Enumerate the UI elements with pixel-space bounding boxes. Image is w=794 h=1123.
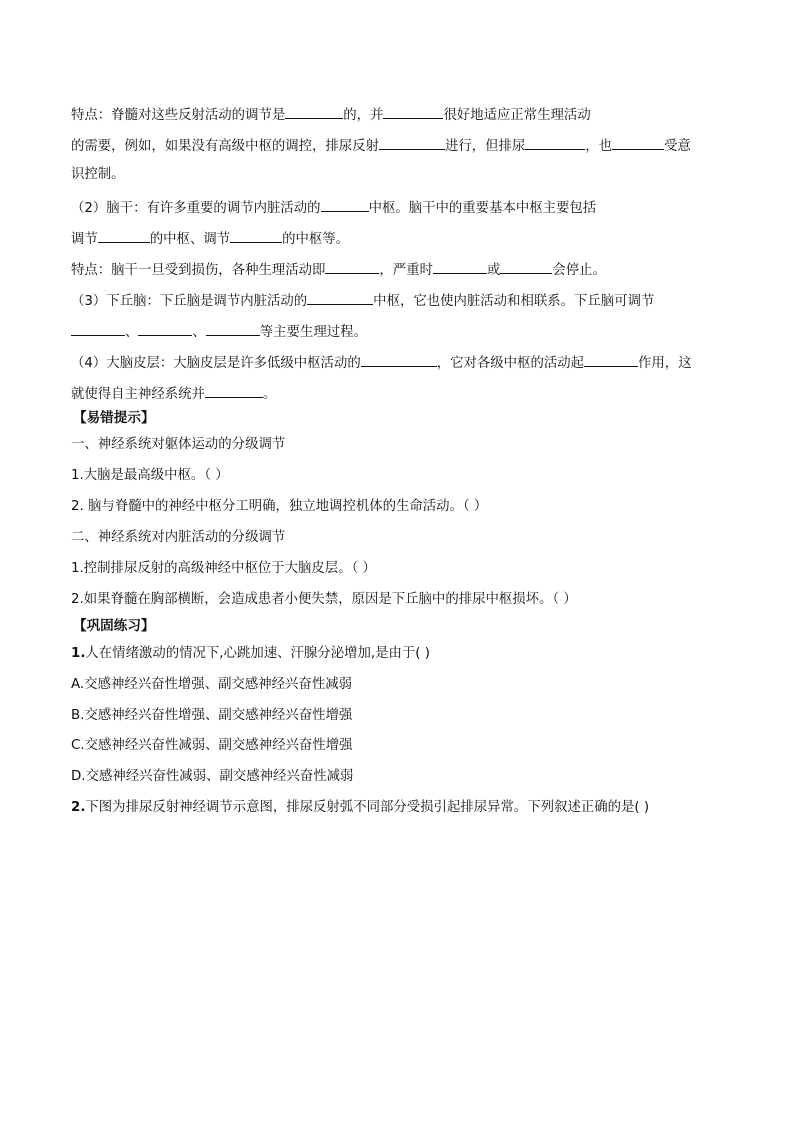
text: ，严重时 — [379, 263, 433, 278]
text: 会停止。 — [552, 263, 606, 278]
fill-blank[interactable] — [138, 322, 192, 336]
fill-blank[interactable] — [584, 353, 638, 367]
fill-blank[interactable] — [612, 136, 664, 150]
text: 、 — [192, 325, 206, 340]
true-false-item: 2.如果脊髓在胸部横断，会造成患者小便失禁，原因是下丘脑中的排尿中枢损坏。（ ） — [71, 592, 577, 607]
text: 中枢。脑干中的重要基本中枢主要包括 — [368, 201, 597, 216]
text-line — [71, 167, 125, 183]
text: 的，并 — [343, 108, 384, 123]
text: 的中枢等。 — [282, 232, 350, 247]
question-text: 人在情绪激动的情况下,心跳加速、汗腺分泌增加,是由于( ) — [85, 646, 430, 661]
option-c[interactable]: C.交感神经兴奋性减弱、副交感神经兴奋性增强 — [71, 738, 353, 753]
fill-blank[interactable] — [361, 353, 437, 367]
subheading: 一、神经系统对躯体运动的分级调节 — [71, 437, 286, 452]
text: 调节 — [71, 232, 98, 247]
text: 特点：脑干一旦受到损伤，各种生理活动即 — [71, 263, 326, 278]
true-false-item: 1.大脑是最高级中枢。（ ） — [71, 468, 229, 483]
error-tips-heading: 【易错提示】 — [73, 410, 155, 426]
text: 、 — [125, 325, 139, 340]
fill-blank[interactable] — [500, 260, 552, 274]
text: 特点：脊髓对这些反射活动的调节是 — [71, 108, 286, 123]
text: 识控制。 — [71, 167, 125, 182]
question-2 — [71, 800, 649, 816]
practice-heading: 【巩固练习】 — [73, 618, 155, 634]
fill-blank[interactable] — [307, 291, 373, 305]
question-1 — [71, 646, 430, 662]
subheading: 二、神经系统对内脏活动的分级调节 — [71, 530, 286, 545]
text: ，也 — [585, 139, 613, 154]
text: 等主要生理过程。 — [259, 325, 367, 340]
text: 进行，但排尿 — [444, 139, 526, 154]
question-number: 2. — [71, 800, 86, 815]
text-line — [71, 322, 367, 341]
option-b[interactable]: B.交感神经兴奋性增强、副交感神经兴奋性增强 — [71, 708, 353, 723]
text-line — [71, 198, 596, 217]
fill-blank[interactable] — [325, 260, 379, 274]
text: 的需要，例如，如果没有高级中枢的调控，排尿反射 — [71, 139, 379, 154]
true-false-item: 2. 脑与脊髓中的神经中枢分工明确，独立地调控机体的生命活动。（ ） — [71, 499, 488, 514]
option-d[interactable]: D.交感神经兴奋性减弱、副交感神经兴奋性减弱 — [71, 769, 354, 784]
true-false-item: 1.控制排尿反射的高级神经中枢位于大脑皮层。（ ） — [71, 561, 376, 576]
text: （2）脑干：有许多重要的调节内脏活动的 — [71, 201, 321, 216]
fill-blank[interactable] — [205, 384, 263, 398]
fill-blank[interactable] — [379, 136, 445, 150]
fill-blank[interactable] — [230, 229, 282, 243]
text-line — [71, 260, 606, 279]
text-line — [71, 384, 276, 403]
fill-blank[interactable] — [98, 229, 150, 243]
fill-blank[interactable] — [285, 105, 343, 119]
fill-blank[interactable] — [71, 322, 125, 336]
text: 受意 — [664, 139, 691, 154]
text-line — [71, 353, 692, 372]
question-text: 下图为排尿反射神经调节示意图，排尿反射弧不同部分受损引起排尿异常。下列叙述正确的是( ) — [85, 800, 650, 815]
text: 就使得自主神经系统并 — [71, 387, 205, 402]
text: （4）大脑皮层：大脑皮层是许多低级中枢活动的 — [71, 356, 361, 371]
question-number: 1. — [71, 646, 86, 661]
fill-blank[interactable] — [433, 260, 487, 274]
text-line — [71, 229, 349, 248]
fill-blank[interactable] — [321, 198, 369, 212]
text: 很好地适应正常生理活动 — [443, 108, 591, 123]
option-a[interactable]: A.交感神经兴奋性增强、副交感神经兴奋性减弱 — [71, 677, 352, 692]
text: 中枢，它也使内脏活动和相联系。下丘脑可调节 — [373, 294, 655, 309]
text-line — [71, 105, 591, 124]
text: 的中枢、调节 — [149, 232, 231, 247]
text: ，它对各级中枢的活动起 — [436, 356, 585, 371]
fill-blank[interactable] — [525, 136, 585, 150]
text: 。 — [262, 387, 277, 402]
text: 作用，这 — [638, 356, 692, 371]
text-line — [71, 291, 654, 310]
text: 或 — [486, 263, 501, 278]
fill-blank[interactable] — [383, 105, 443, 119]
text: （3）下丘脑：下丘脑是调节内脏活动的 — [71, 294, 308, 309]
fill-blank[interactable] — [206, 322, 260, 336]
text-line — [71, 136, 691, 155]
